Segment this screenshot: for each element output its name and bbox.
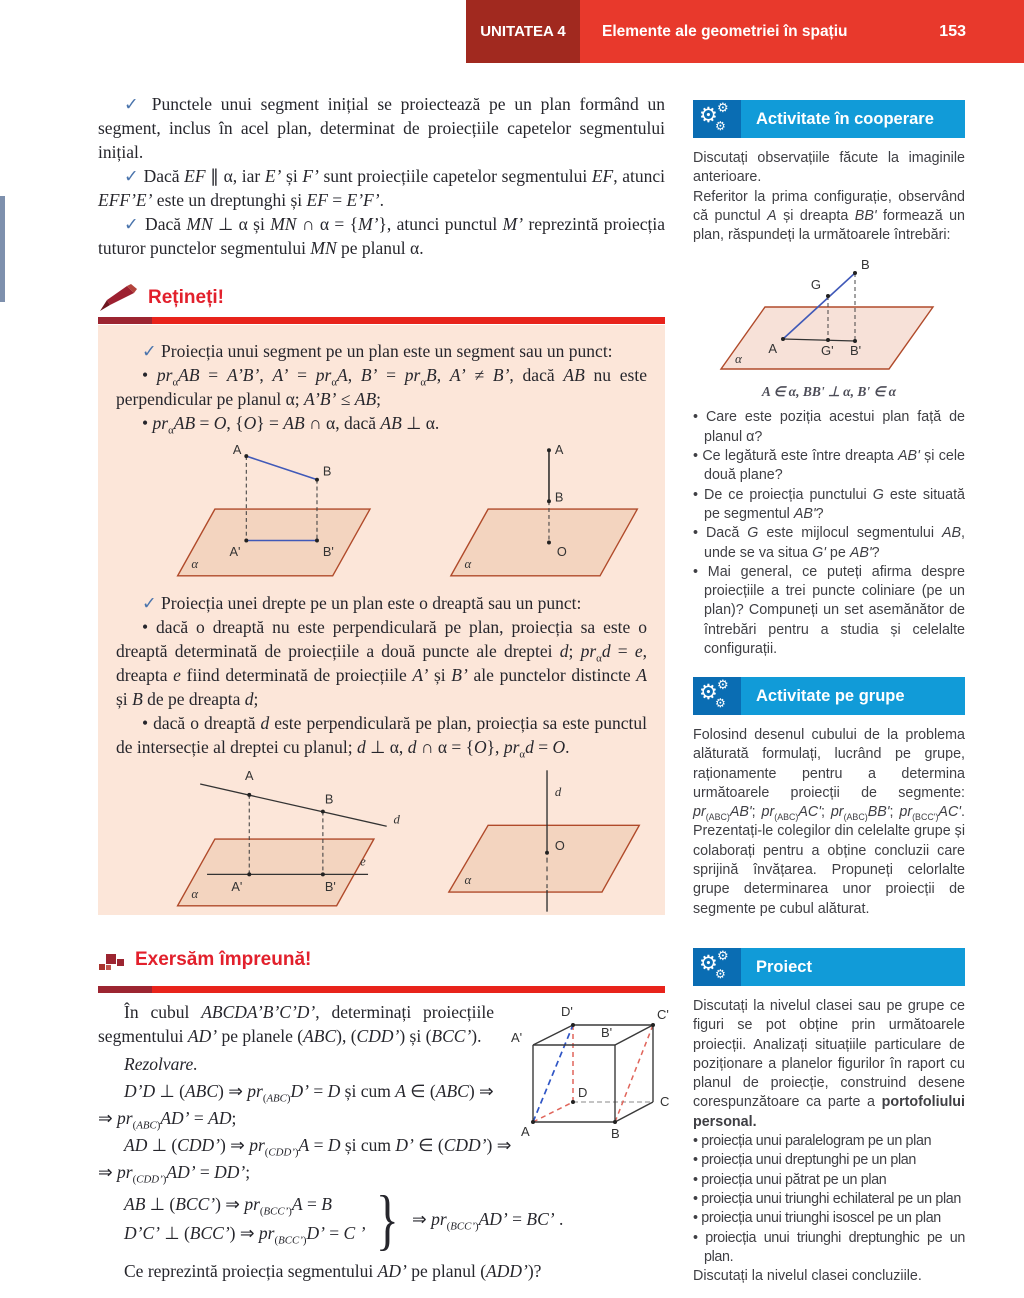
sidebar-grupe-section [693, 677, 965, 919]
intro-paragraph: ✓ Dacă MN ⊥ α și MN ∩ α = {M’}, atunci punctul M’ reprezintă proiecția tuturor punctelor segmentului MN pe planul α. [98, 214, 665, 258]
section-rule [98, 317, 665, 324]
coop-figure [693, 251, 965, 377]
retineti-box [98, 325, 665, 915]
svg-text:e: e [360, 854, 366, 869]
svg-text:B': B' [322, 544, 334, 560]
rule-paragraph: • $pr_\alpha AB = O$, {O} = AB ∩ α, dacă AB ⊥ α. [142, 413, 440, 437]
rule-paragraph: • dacă o dreaptă nu este perpendiculară pe plan, proiecția sa este o dreaptă determinată de proiecțiile a două puncte ale dreptei d; $pr_\alpha d = e$, dreapta e fiind determinată de proiecțiile A’ și B’ ale punctelor distincte A și B de pe dreapta d; [116, 617, 647, 709]
svg-text:C: C [660, 1094, 670, 1109]
page-header [466, 0, 1024, 63]
coop-question: • Care este poziția acestui plan față de planul α? [693, 409, 965, 445]
svg-text:α: α [464, 873, 472, 888]
brace-glyph: } [376, 1181, 400, 1257]
proiect-closing: Discutați la nivelul clasei concluziile. [693, 1268, 922, 1285]
exersam-title: Exersăm împreună! [135, 949, 312, 970]
sidebar-coop-section [693, 100, 965, 659]
pencil-icon [98, 283, 138, 313]
coop-header [693, 100, 965, 138]
problem-statement [98, 1000, 494, 1048]
coop-title: Activitate în cooperare [741, 100, 965, 138]
svg-text:B': B' [601, 1025, 613, 1040]
svg-text:A: A [244, 768, 254, 784]
gears-icon: ⚙ ⚙ ⚙ [693, 677, 741, 715]
retineti-title: Rețineți! [148, 287, 224, 308]
figure-segment-oblique [156, 441, 431, 589]
segment-projection-figures [156, 441, 647, 589]
intro-paragraph: ✓ Punctele unui segment inițial se proiectează pe un plan formând un segment, inclus în acel plan, determinat de proiecțiile capetelor segmentului inițial. [98, 94, 665, 162]
solution-line: AD ⊥ (CDD’) ⇒ $pr_{(CDD’)}A = D$ și cum D’ ∈ (CDD’) ⇒ [124, 1135, 512, 1159]
svg-text:α: α [191, 557, 199, 572]
exersam-heading [98, 947, 311, 973]
grupe-header [693, 677, 965, 715]
section-rule [98, 986, 665, 993]
proiect-item: • proiecția unui triunghi echilateral pe un plan [693, 1190, 961, 1207]
proiect-item: • proiecția unui dreptunghi pe un plan [693, 1152, 917, 1169]
svg-text:A: A [554, 442, 564, 458]
svg-text:A': A' [231, 879, 243, 895]
brace-group [124, 1181, 678, 1257]
proiect-item: • proiecția unui triunghi dreptunghic pe un plan. [693, 1229, 965, 1265]
grupe-title: Activitate pe grupe [741, 677, 965, 715]
grupe-body: Folosind desenul cubului de la problema alăturată formulați, lucrând pe grupe, raționamente pentru a determina următoarele proiecții de segmente: $pr_{(ABC)}AB'$; $pr_{(ABC)}AC'$; $pr_{(ABC)}BB'$; $pr_{(BCC')}AC'$. Prezentați-le colegilor din celelalte grupe și colaborați pentru a obține concluzii care sprijină învățarea. Propuneți celorlalte grupe determinarea unor proiecții de segmente pe cubul alăturat. [693, 727, 965, 917]
solution-line: AB ⊥ (BCC’) ⇒ $pr_{(BCC’)}A = B$ [124, 1194, 332, 1218]
svg-text:α: α [464, 557, 472, 572]
problem-text: În cubul ABCDA’B’C’D’, determinați proiecțiile segmentului AD’ pe planele (ABC), (CDD’) și (BCC’). [98, 1002, 494, 1046]
solution-line: ⇒ $pr_{(CDD’)}AD$’ = DD’; [98, 1162, 251, 1186]
svg-text:α: α [191, 886, 199, 901]
figure-line-oblique [156, 765, 431, 915]
svg-text:B: B [324, 791, 334, 807]
svg-text:D': D' [561, 1004, 573, 1019]
svg-text:O: O [556, 544, 567, 560]
solution-line: ⇒ $pr_{(ABC)}AD$’ = AD; [98, 1108, 237, 1132]
line-projection-figures [156, 765, 647, 915]
svg-text:d: d [554, 784, 562, 799]
retineti-heading [98, 283, 224, 313]
unit-badge: UNITATEA 4 [466, 0, 580, 63]
proiect-item: • proiecția unui triunghi isoscel pe un plan [693, 1210, 941, 1227]
coop-figure-caption: A ∈ α, BB' ⊥ α, B' ∈ α [761, 384, 897, 400]
svg-text:B: B [554, 489, 564, 505]
gears-icon: ⚙ ⚙ ⚙ [693, 100, 741, 138]
svg-text:B': B' [850, 343, 862, 359]
follow-up-question: Ce reprezintă proiecția segmentului AD’ pe planul (ADD’)? [124, 1261, 542, 1281]
rule-paragraph: • dacă o dreaptă d este perpendiculară pe plan, proiecția sa este punctul de intersecție al dreptei cu planul; d ⊥ α, d ∩ α = {O}, $pr_\alpha d = O$. [116, 713, 647, 761]
page-edge-tab [0, 196, 5, 302]
proiect-header [693, 948, 965, 986]
svg-text:A: A [521, 1124, 530, 1139]
blocks-icon [98, 947, 125, 973]
proiect-item: • proiecția unui paralelogram pe un plan [693, 1133, 932, 1150]
intro-block [98, 92, 665, 260]
svg-text:D: D [578, 1085, 588, 1100]
svg-text:A': A' [229, 544, 241, 560]
header-bar [580, 0, 1024, 63]
solution-line: D’D ⊥ (ABC) ⇒ $pr_{(ABC)}D$’ = D și cum A ∈ (ABC) ⇒ [124, 1081, 494, 1105]
svg-text:C': C' [657, 1007, 669, 1022]
solution-line: D’C’ ⊥ (BCC’) ⇒ $pr_{(BCC’)}D$’ = C ’ [124, 1223, 366, 1247]
chapter-title: Elemente ale geometriei în spațiu [602, 22, 848, 40]
svg-text:B': B' [324, 879, 336, 895]
proiect-item: • proiecția unui pătrat pe un plan [693, 1171, 887, 1188]
svg-text:B: B [611, 1126, 620, 1141]
coop-paragraph: Referitor la prima configurație, observând că punctul A și dreapta BB' formează un plan, răspundeți la următoarele întrebări: [693, 188, 965, 244]
intro-paragraph: ✓ Dacă EF ∥ α, iar E’ și F’ sunt proiecțiile capetelor segmentului EF, atunci EFF’E’ este un dreptunghi și EF = E’F’. [98, 166, 665, 210]
rule-paragraph: ✓ Proiecția unei drepte pe un plan este o dreaptă sau un punct: [142, 593, 582, 613]
page-number: 153 [939, 22, 966, 40]
solution-block [98, 1051, 678, 1285]
svg-text:B: B [322, 463, 332, 479]
rule-paragraph: ✓ Proiecția unui segment pe un plan este un segment sau un punct: [142, 341, 613, 361]
svg-text:B: B [861, 257, 870, 273]
svg-text:G': G' [821, 343, 834, 359]
rezolvare-label: Rezolvare. [124, 1054, 198, 1074]
svg-text:G: G [810, 277, 821, 293]
coop-question: • Ce legătură este între dreapta AB' și cele două plane? [693, 448, 966, 484]
figure-line-perpendicular [441, 765, 647, 915]
svg-text:A: A [768, 341, 777, 357]
coop-question: • De ce proiecția punctului G este situată pe segmentul AB'? [693, 486, 965, 522]
svg-text:d: d [393, 812, 400, 827]
proiect-title: Proiect [741, 948, 965, 986]
svg-text:O: O [554, 837, 565, 853]
proiect-body: Discutați la nivelul clasei sau pe grupe ce figuri se pot obține prin următoarele proiecții. Analizați situațiile particulare de poziționare a planelor figurilor în raport cu planul de proiecție, construind desene corespunzătoare ca parte a portofoliului personal. [693, 998, 965, 1130]
svg-text:A: A [232, 442, 242, 458]
figure-segment-perpendicular [441, 441, 647, 589]
coop-paragraph: Discutați observațiile făcute la imaginile anterioare. [693, 150, 965, 186]
svg-text:A': A' [511, 1030, 523, 1045]
rule-paragraph: • $pr_\alpha AB$ = A’B’, A’ = $pr_\alpha A$, B’ = $pr_\alpha B$, A’ ≠ B’, dacă AB nu este perpendicular pe planul α; A’B’ ≤ AB; [116, 365, 647, 409]
solution-result: ⇒ $pr_{(BCC’)}AD$’ = BC’ . [412, 1208, 564, 1232]
sidebar-proiect-section [693, 948, 965, 1286]
svg-text:α: α [735, 351, 742, 367]
coop-question: • Mai general, ce puteți afirma despre proiecțiile a trei puncte coliniare (pe un plan)? Compuneți un set asemănător de întrebări pentru a studia și celelalte configurații. [693, 563, 965, 658]
coop-question: • Dacă G este mijlocul segmentului AB, unde se va situa G' pe AB'? [693, 525, 965, 561]
gears-icon: ⚙ ⚙ ⚙ [693, 948, 741, 986]
